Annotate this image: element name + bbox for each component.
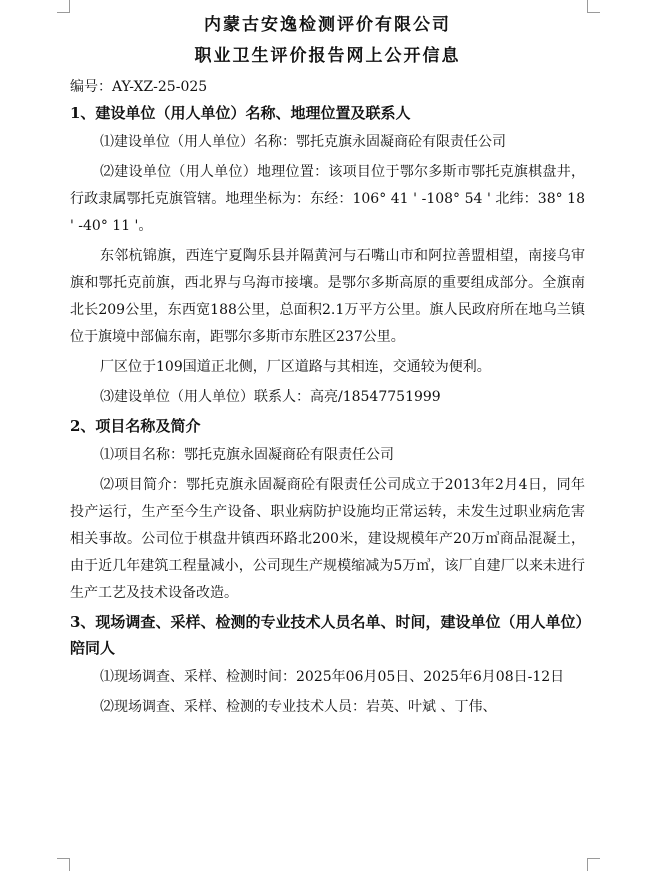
section-1-heading: 1、建设单位（用人单位）名称、地理位置及联系人 — [70, 104, 411, 122]
paragraph: ⑶建设单位（用人单位）联系人：高亮/18547751999 — [100, 389, 441, 405]
page-corner-mark — [57, 858, 70, 871]
section-2-heading: 2、项目名称及简介 — [70, 417, 201, 435]
page-corner-mark — [587, 858, 600, 871]
paragraph: ⑴建设单位（用人单位）名称：鄂托克旗永固凝商砼有限责任公司 — [100, 134, 506, 150]
paragraph: 东邻杭锦旗，西连宁夏陶乐县并隔黄河与石嘴山市和阿拉善盟相望，南接乌审旗和鄂托克前旗，西北界与乌海市接壤。是鄂尔多斯高原的重要组成部分。全旗南北长209公里，东西宽188公里，总面积2.1万平方公里。旗人民政府所在地乌兰镇位于旗境中部偏东南，距鄂尔多斯市东胜区237公里。 — [70, 248, 585, 345]
paragraph: ⑴项目名称：鄂托克旗永固凝商砼有限责任公司 — [100, 447, 394, 463]
paragraph: ⑴现场调查、采样、检测时间：2025年06月05日、2025年6月08日-12日 — [100, 669, 565, 685]
paragraph: ⑵现场调查、采样、检测的专业技术人员：岩英、叶斌 、丁伟、 — [100, 699, 497, 715]
document-title: 职业卫生评价报告网上公开信息 — [194, 46, 461, 66]
company-title: 内蒙古安逸检测评价有限公司 — [204, 15, 451, 35]
page-corner-mark — [57, 0, 70, 13]
document-number: 编号：AY-XZ-25-025 — [70, 79, 208, 95]
page-corner-mark — [587, 0, 600, 13]
paragraph: ⑵建设单位（用人单位）地理位置：该项目位于鄂尔多斯市鄂托克旗棋盘井，行政隶属鄂托克旗管辖。地理坐标为：东经：106° 41 ' -108° 54 ' 北纬：38° 18 ' -40° 11 '。 — [70, 164, 585, 234]
section-3-heading: 3、现场调查、采样、检测的专业技术人员名单、时间，建设单位（用人单位）陪同人 — [70, 613, 583, 657]
paragraph: 厂区位于109国道正北侧，厂区道路与其相连，交通较为便利。 — [100, 359, 491, 375]
document-page — [70, 10, 585, 722]
paragraph: ⑵项目简介：鄂托克旗永固凝商砼有限责任公司成立于2013年2月4日，同年投产运行，生产至今生产设备、职业病防护设施均正常运转，未发生过职业病危害相关事故。公司位于棋盘井镇西环路北200米，建设规模年产20万㎥商品混凝土，由于近几年建筑工程量减小，公司现生产规模缩减为5万㎥，该厂自建厂以来未进行生产工艺及技术设备改造。 — [70, 477, 585, 601]
